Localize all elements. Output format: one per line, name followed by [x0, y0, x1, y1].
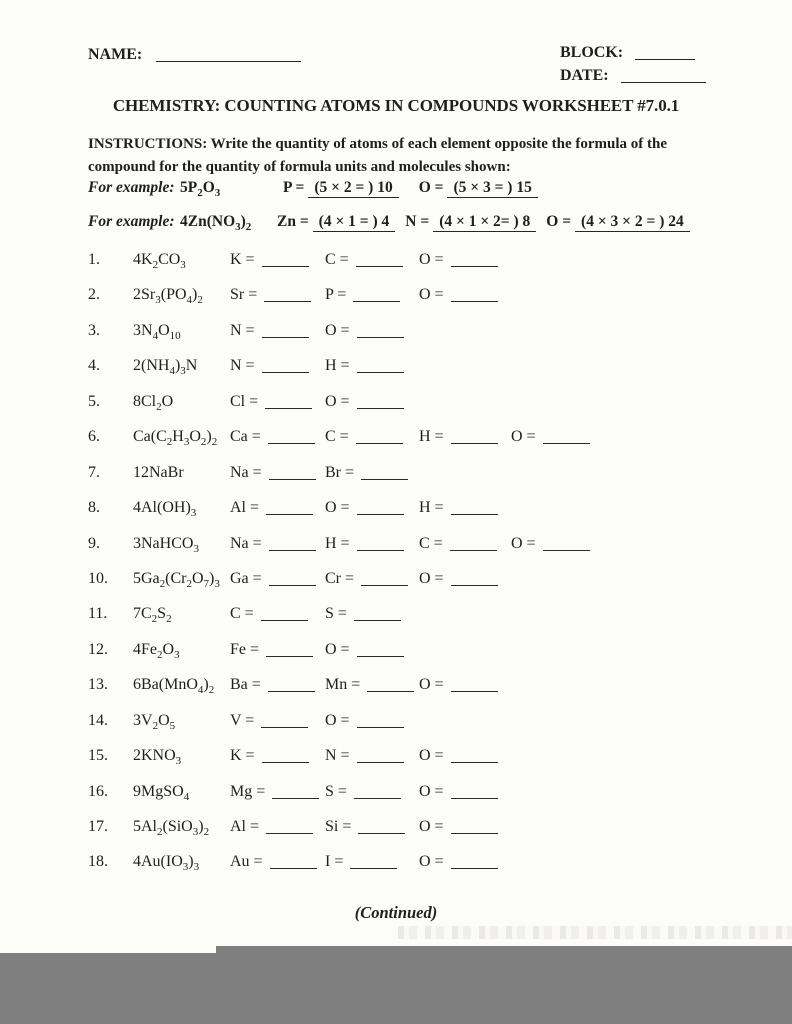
answer-blank-line — [353, 289, 400, 302]
problem-number: 15. — [88, 747, 108, 765]
answer-blank-line — [543, 431, 590, 444]
answer-blank-line — [268, 679, 315, 692]
element-answer-cell — [230, 641, 325, 659]
element-answer-cell — [230, 712, 325, 730]
date-blank-line — [621, 70, 706, 83]
problem-row — [88, 251, 778, 286]
element-answer-cell — [325, 357, 419, 375]
answer-blank-line — [451, 821, 498, 834]
answer-blank-line — [358, 821, 405, 834]
element-label: O = — [419, 286, 444, 304]
element-answer-cell — [325, 464, 419, 482]
example-label: For example: — [88, 213, 175, 230]
problem-row — [88, 570, 778, 605]
instructions-line-1: INSTRUCTIONS: Write the quantity of atoms of each element opposite the formula of the — [88, 136, 667, 152]
element-label: P = — [325, 286, 347, 304]
element-answer-cell — [325, 393, 419, 411]
answer-blank-line — [354, 608, 401, 621]
problem-row — [88, 499, 778, 534]
instructions-line-2: compound for the quantity of formula units and molecules shown: — [88, 159, 511, 175]
answer-blank-line — [262, 750, 309, 763]
problem-row — [88, 641, 778, 676]
element-answer-cell — [419, 570, 511, 588]
element-answer-cell — [511, 428, 778, 446]
element-label: Ca = — [230, 428, 261, 446]
problem-row — [88, 393, 778, 428]
answer-blank-line — [357, 750, 404, 763]
element-answer-cell — [325, 499, 419, 517]
example-row — [88, 179, 538, 200]
problem-formula: $4Fe_2O_3$ — [133, 640, 180, 661]
element-answer-cell — [325, 641, 419, 659]
element-label: Cr = — [325, 569, 355, 587]
answer-blank-line — [266, 502, 313, 515]
element-answer-cell — [419, 853, 511, 871]
problem-row — [88, 853, 778, 888]
answer-blank-line — [356, 431, 403, 444]
answer-blank-line — [266, 644, 313, 657]
answer-blank-line — [357, 644, 404, 657]
name-label: NAME: — [88, 46, 143, 63]
element-answer-cell — [325, 570, 419, 588]
problem-number: 13. — [88, 676, 108, 694]
element-answer-cell — [419, 783, 511, 801]
element-label: I = — [325, 853, 344, 871]
problem-formula: $3V_2O_5$ — [133, 711, 176, 732]
example-formula: $4Zn(NO_3)_2$ — [180, 213, 252, 234]
answer-blank-line — [450, 538, 497, 551]
problem-formula: 12NaBr — [133, 463, 184, 481]
answer-blank-line — [451, 750, 498, 763]
element-answer-cell — [230, 570, 325, 588]
element-label: Na = — [230, 463, 262, 481]
element-answer-cell — [230, 322, 325, 340]
answer-blank-line — [269, 467, 316, 480]
problem-number: 17. — [88, 818, 108, 835]
element-label: S = — [325, 605, 347, 623]
element-label: O = — [419, 251, 444, 268]
problem-row — [88, 605, 778, 640]
name-field — [88, 46, 301, 64]
example-answer-work: (4 × 3 × 2 = ) 24 — [575, 213, 690, 232]
problems-list — [88, 251, 778, 889]
example-answer — [405, 213, 536, 230]
element-label: O = — [419, 782, 444, 800]
element-label: O = — [325, 499, 350, 517]
answer-blank-line — [357, 538, 404, 551]
answer-blank-line — [543, 538, 590, 551]
answer-blank-line — [266, 821, 313, 834]
element-label: O = — [511, 428, 536, 446]
element-answer-cell — [230, 251, 325, 269]
answer-blank-line — [262, 360, 309, 373]
element-answer-cell — [419, 676, 511, 694]
element-label: O = — [511, 534, 536, 552]
element-label: Mg = — [230, 782, 266, 800]
problem-row — [88, 286, 778, 321]
answer-blank-line — [451, 786, 498, 799]
element-label: Br = — [325, 463, 355, 481]
answer-blank-line — [367, 679, 414, 692]
element-answer-cell — [230, 747, 325, 765]
block-field — [560, 44, 695, 62]
element-label: Fe = — [230, 640, 260, 658]
answer-blank-line — [262, 325, 309, 338]
problem-row — [88, 357, 778, 392]
example-answer — [277, 213, 395, 230]
problem-row — [88, 535, 778, 570]
answer-blank-line — [451, 679, 498, 692]
element-answer-cell — [230, 783, 325, 801]
problem-formula: $4Au(IO_3)_3$ — [133, 853, 200, 874]
element-label: O = — [325, 711, 350, 729]
example-answer — [283, 179, 399, 196]
element-label: C = — [325, 428, 349, 446]
element-label: O = — [419, 853, 444, 871]
problem-formula: $Ca(C_2H_3O_2)_2$ — [133, 428, 218, 449]
answer-blank-line — [361, 573, 408, 586]
element-answer-cell — [230, 818, 325, 836]
element-label: K = — [230, 251, 255, 268]
problem-number: 3. — [88, 321, 100, 339]
element-label: V = — [230, 711, 255, 729]
element-label: H = — [419, 428, 444, 446]
element-answer-cell — [325, 818, 419, 836]
element-label: Al = — [230, 818, 260, 835]
element-label: N = — [325, 747, 350, 765]
element-label: O = — [419, 818, 444, 835]
element-label: Ba = — [230, 676, 261, 694]
element-label: C = — [325, 251, 349, 268]
problem-formula: 9MgSO$_4$ — [133, 782, 190, 803]
problem-number: 11. — [88, 605, 108, 623]
answer-blank-line — [357, 325, 404, 338]
answer-blank-line — [269, 573, 316, 586]
problem-number: 16. — [88, 782, 108, 800]
footer-continued: (Continued) — [354, 903, 438, 922]
problem-number: 4. — [88, 357, 100, 375]
problem-formula: $6Ba(MnO_4)_2$ — [133, 676, 215, 697]
example-answer-work: (4 × 1 × 2= ) 8 — [433, 213, 536, 232]
element-answer-cell — [419, 499, 511, 517]
element-label: H = — [325, 534, 350, 552]
date-label: DATE: — [560, 67, 609, 84]
element-answer-cell — [325, 251, 419, 269]
element-answer-cell — [419, 747, 511, 765]
element-label: Au = — [230, 853, 263, 871]
element-answer-cell — [419, 251, 511, 269]
element-answer-cell — [325, 286, 419, 304]
answer-blank-line — [270, 856, 317, 869]
problem-number: 5. — [88, 392, 100, 410]
problem-formula: $4K_2CO_3$ — [133, 251, 186, 272]
element-answer-cell — [230, 286, 325, 304]
answer-blank-line — [451, 856, 498, 869]
example-answer-work: (5 × 3 = ) 15 — [447, 179, 537, 198]
element-label: K = — [230, 747, 255, 765]
problem-formula: $4Al(OH)_3$ — [133, 499, 197, 520]
answer-blank-line — [451, 573, 498, 586]
problem-row — [88, 428, 778, 463]
answer-blank-line — [262, 254, 309, 267]
element-answer-cell — [230, 676, 325, 694]
example-element-label: P = — [283, 179, 305, 196]
element-answer-cell — [230, 499, 325, 517]
problem-formula: $3N_4O_{10}$ — [133, 321, 181, 343]
answer-blank-line — [451, 431, 498, 444]
answer-blank-line — [350, 856, 397, 869]
element-label: Si = — [325, 818, 352, 835]
example-answer-work: (5 × 2 = ) 10 — [308, 179, 398, 198]
example-element-label: Zn = — [277, 213, 309, 230]
answer-blank-line — [451, 289, 498, 302]
element-label: H = — [325, 357, 350, 375]
problem-row — [88, 783, 778, 818]
element-label: Sr = — [230, 286, 258, 304]
element-answer-cell — [419, 818, 511, 836]
example-formula: $5P_2O_3$ — [180, 179, 221, 200]
element-label: N = — [230, 357, 255, 375]
element-label: H = — [419, 499, 444, 517]
element-answer-cell — [419, 286, 511, 304]
problem-formula: $2(NH_4)_3N$ — [133, 357, 198, 378]
problem-formula: $2Sr_3(PO_4)_2$ — [133, 286, 203, 307]
element-answer-cell — [230, 535, 325, 553]
block-blank-line — [635, 47, 695, 60]
answer-blank-line — [357, 715, 404, 728]
example-element-label: N = — [405, 213, 430, 230]
element-answer-cell — [230, 393, 325, 411]
element-answer-cell — [230, 853, 325, 871]
example-answer — [419, 179, 538, 198]
problem-number: 8. — [88, 499, 100, 517]
answer-blank-line — [357, 396, 404, 409]
answer-blank-line — [264, 289, 311, 302]
element-label: Na = — [230, 534, 262, 552]
problem-number: 7. — [88, 463, 100, 481]
problem-number: 18. — [88, 853, 108, 871]
answer-blank-line — [357, 502, 404, 515]
element-answer-cell — [230, 464, 325, 482]
element-answer-cell — [325, 712, 419, 730]
problem-formula: $5Al_2(SiO_3)_2$ — [133, 818, 210, 839]
element-answer-cell — [325, 605, 419, 623]
problem-row — [88, 464, 778, 499]
date-field — [560, 67, 706, 85]
element-label: Al = — [230, 499, 260, 517]
element-label: O = — [325, 392, 350, 410]
scan-edge-artifact — [398, 926, 792, 939]
answer-blank-line — [268, 431, 315, 444]
answer-blank-line — [451, 254, 498, 267]
problem-row — [88, 712, 778, 747]
element-label: O = — [325, 321, 350, 339]
element-answer-cell — [230, 605, 325, 623]
answer-blank-line — [356, 254, 403, 267]
element-answer-cell — [419, 535, 511, 553]
element-answer-cell — [230, 357, 325, 375]
element-label: C = — [230, 605, 254, 623]
answer-blank-line — [269, 538, 316, 551]
example-row — [88, 213, 690, 234]
answer-blank-line — [361, 467, 408, 480]
element-answer-cell — [325, 428, 419, 446]
instructions-text — [88, 133, 667, 179]
answer-blank-line — [272, 786, 319, 799]
answer-blank-line — [261, 715, 308, 728]
element-answer-cell — [325, 747, 419, 765]
example-answer-work: (4 × 1 = ) 4 — [313, 213, 396, 232]
answer-blank-line — [451, 502, 498, 515]
example-element-label: O = — [418, 179, 444, 196]
element-label: O = — [419, 747, 444, 765]
element-answer-cell — [325, 322, 419, 340]
problem-formula: 3NaHCO$_3$ — [133, 534, 199, 555]
example-label: For example: — [88, 179, 175, 196]
example-element-label: O = — [546, 213, 572, 230]
problem-number: 10. — [88, 569, 108, 587]
element-answer-cell — [325, 853, 419, 871]
answer-blank-line — [261, 608, 308, 621]
element-answer-cell — [325, 783, 419, 801]
element-label: O = — [419, 569, 444, 587]
problem-formula: $7C_2S_2$ — [133, 605, 172, 626]
element-answer-cell — [511, 535, 778, 553]
element-label: C = — [419, 534, 443, 552]
element-label: O = — [325, 640, 350, 658]
problem-number: 6. — [88, 428, 100, 446]
problem-formula: $2KNO_3$ — [133, 747, 182, 768]
problem-row — [88, 322, 778, 357]
element-label: Ga = — [230, 569, 262, 587]
answer-blank-line — [357, 360, 404, 373]
problem-formula: $5Ga_2(Cr_2O_7)_3$ — [133, 569, 220, 591]
problem-number: 1. — [88, 251, 100, 268]
problem-row — [88, 818, 778, 853]
element-answer-cell — [230, 428, 325, 446]
problem-number: 14. — [88, 711, 108, 729]
element-label: N = — [230, 321, 255, 339]
problem-row — [88, 676, 778, 711]
element-answer-cell — [325, 535, 419, 553]
element-label: Cl = — [230, 392, 259, 410]
element-label: S = — [325, 782, 347, 800]
problem-formula: $8Cl_2O$ — [133, 392, 174, 413]
problem-number: 12. — [88, 640, 108, 658]
element-answer-cell — [325, 676, 419, 694]
answer-blank-line — [265, 396, 312, 409]
example-answer — [546, 213, 689, 232]
name-blank-line — [156, 49, 301, 62]
block-label: BLOCK: — [560, 44, 624, 61]
element-label: Mn = — [325, 676, 361, 694]
problem-number: 9. — [88, 534, 100, 552]
page-title: CHEMISTRY: COUNTING ATOMS IN COMPOUNDS WORKSHEET #7.0.1 — [112, 96, 680, 115]
problem-number: 2. — [88, 286, 100, 304]
answer-blank-line — [354, 786, 401, 799]
problem-row — [88, 747, 778, 782]
paper-bottom-edge — [0, 946, 216, 953]
element-label: O = — [419, 676, 444, 694]
element-answer-cell — [419, 428, 511, 446]
